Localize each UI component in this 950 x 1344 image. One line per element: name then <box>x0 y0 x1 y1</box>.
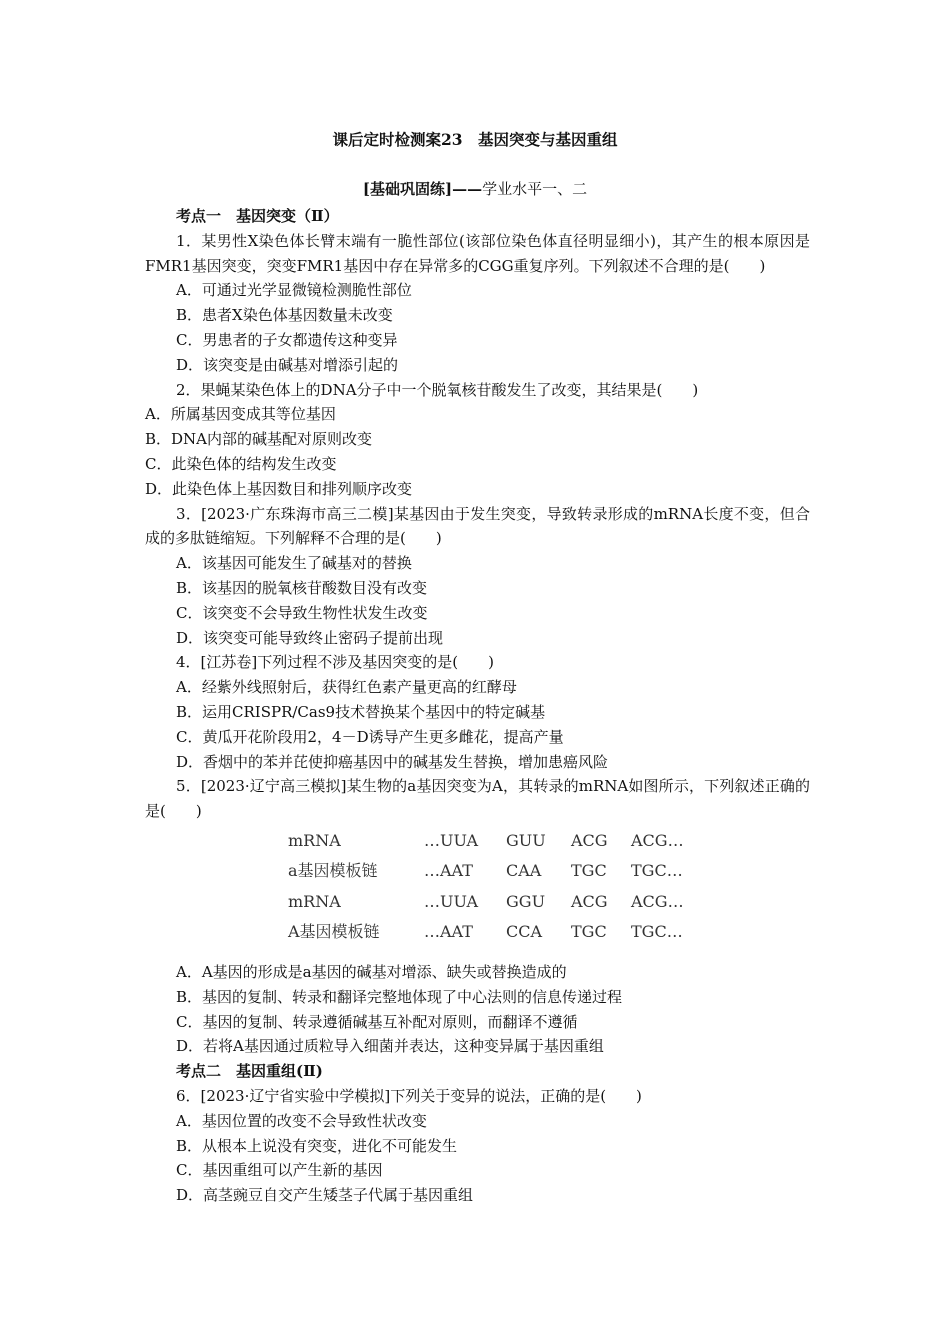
option-c: C．该突变不会导致生物性状发生改变 <box>176 603 428 622</box>
subtitle-label: [基础巩固练]—— <box>362 180 483 198</box>
row-label: mRNA <box>288 891 341 911</box>
option-d: D．高茎豌豆自交产生矮茎子代属于基因重组 <box>176 1186 474 1205</box>
sequence-table <box>288 826 684 948</box>
codon-cell: ACG <box>571 891 608 911</box>
option-b: B．运用CRISPR/Cas9技术替换某个基因中的特定碱基 <box>176 702 546 721</box>
question-stem: 2．果蝇某染色体上的DNA分子中一个脱氧核苷酸发生了改变，其结果是( ) <box>176 380 699 399</box>
document-body <box>145 204 810 1208</box>
question-stem: 5．[2023·辽宁高三模拟]某生物的a基因突变为A，其转录的mRNA如图所示，下列叙述正确的是( ) <box>145 777 810 821</box>
option-b: B．从根本上说没有突变，进化不可能发生 <box>176 1136 458 1155</box>
question-stem: 1．某男性X染色体长臂末端有一脆性部位(该部位染色体直径明显细小)，其产生的根本原因是FMR1基因突变，突变FMR1基因中存在异常多的CGG重复序列。下列叙述不合理的是( ) <box>145 231 810 275</box>
option-d: D．该突变是由碱基对增添引起的 <box>176 355 399 374</box>
codon-cell: …UUA <box>424 891 479 911</box>
option-c: C．男患者的子女都遗传这种变异 <box>176 330 398 349</box>
sequence-table-wrap <box>288 826 810 948</box>
section-heading: 考点二 基因重组(Ⅱ) <box>176 1062 323 1081</box>
row-label: A基因模板链 <box>288 922 380 942</box>
codon-cell: …UUA <box>424 830 479 850</box>
option-a: A．基因位置的改变不会导致性状改变 <box>176 1111 427 1130</box>
codon-cell: TGC <box>571 861 607 881</box>
table-row <box>288 856 684 887</box>
codon-cell: TGC <box>571 922 607 942</box>
table-row <box>288 887 684 918</box>
codon-cell: TGC… <box>631 922 683 942</box>
option-c: C．黄瓜开花阶段用2，4－D诱导产生更多雌花，提高产量 <box>176 727 564 746</box>
subtitle <box>0 178 950 199</box>
option-d: D．该突变可能导致终止密码子提前出现 <box>176 628 444 647</box>
table-row <box>288 917 684 948</box>
section-heading: 考点一 基因突变（Ⅱ） <box>176 207 339 225</box>
codon-cell: TGC… <box>631 861 683 881</box>
codon-cell: ACG… <box>631 891 684 911</box>
question-stem: 4．[江苏卷]下列过程不涉及基因突变的是( ) <box>176 653 494 672</box>
codon-cell: CAA <box>506 861 542 881</box>
option-d: D．若将A基因通过质粒导入细菌并表达，这种变异属于基因重组 <box>176 1037 604 1056</box>
option-c: C．基因的复制、转录遵循碱基互补配对原则，而翻译不遵循 <box>176 1012 578 1031</box>
codon-cell: GGU <box>506 891 546 911</box>
option-a: A．A基因的形成是a基因的碱基对增添、缺失或替换造成的 <box>176 962 567 981</box>
codon-cell: ACG <box>571 830 608 850</box>
codon-cell: GUU <box>506 830 546 850</box>
option-a: A．可通过光学显微镜检测脆性部位 <box>176 281 412 300</box>
option-b: B．患者X染色体基因数量未改变 <box>176 306 393 325</box>
row-label: mRNA <box>288 830 341 850</box>
option-c: C．基因重组可以产生新的基因 <box>176 1161 383 1180</box>
codon-cell: …AAT <box>424 922 473 942</box>
codon-cell: …AAT <box>424 861 473 881</box>
option-a: A．所属基因变成其等位基因 <box>145 405 336 424</box>
question-stem: 3．[2023·广东珠海市高三二模]某基因由于发生突变，导致转录形成的mRNA长度不变，但合成的多肽链缩短。下列解释不合理的是( ) <box>145 504 810 548</box>
option-c: C．此染色体的结构发生改变 <box>145 454 337 473</box>
option-d: D．此染色体上基因数目和排列顺序改变 <box>145 479 413 498</box>
option-b: B．DNA内部的碱基配对原则改变 <box>145 430 373 449</box>
page-title: 课后定时检测案23 基因突变与基因重组 <box>332 130 618 149</box>
option-a: A．经紫外线照射后，获得红色素产量更高的红酵母 <box>176 678 517 697</box>
subtitle-level: 学业水平一、二 <box>482 180 588 198</box>
codon-cell: ACG… <box>631 830 684 850</box>
option-d: D．香烟中的苯并芘使抑癌基因中的碱基发生替换，增加患癌风险 <box>176 752 609 771</box>
option-b: B．该基因的脱氧核苷酸数目没有改变 <box>176 578 428 597</box>
table-row <box>288 826 684 857</box>
row-label: a基因模板链 <box>288 861 378 881</box>
option-b: B．基因的复制、转录和翻译完整地体现了中心法则的信息传递过程 <box>176 987 623 1006</box>
codon-cell: CCA <box>506 922 543 942</box>
question-stem: 6．[2023·辽宁省实验中学模拟]下列关于变异的说法，正确的是( ) <box>176 1086 642 1105</box>
option-a: A．该基因可能发生了碱基对的替换 <box>176 554 412 573</box>
